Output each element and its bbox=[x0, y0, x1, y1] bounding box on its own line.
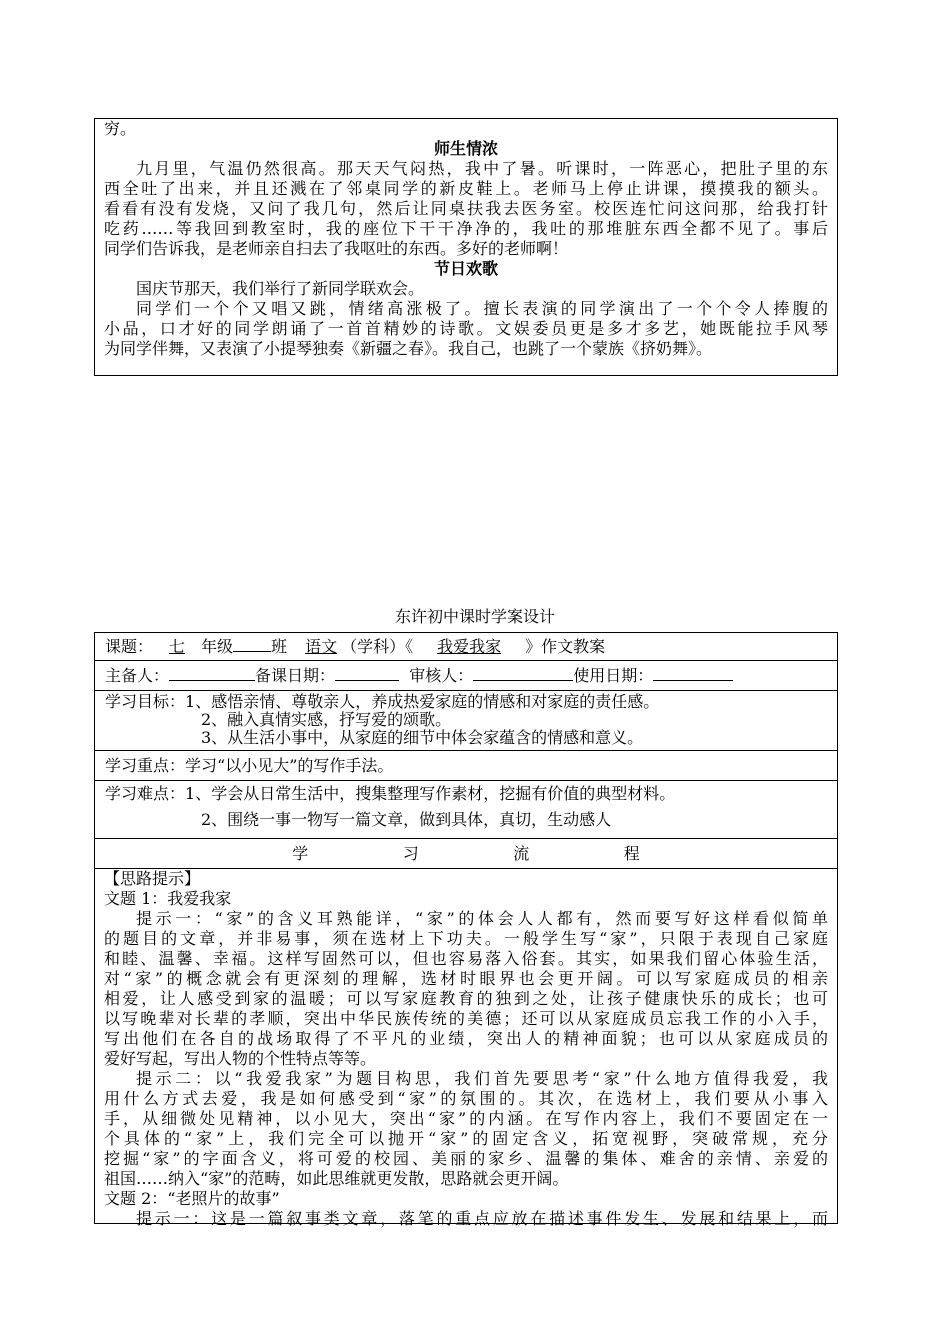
text-line: 爱好写起，写出人物的个性特点等等。 bbox=[104, 1049, 377, 1068]
text-line: 相爱，让人感受到家的温暖；可以写家庭教育的独到之处，让孩子健康快乐的成长；也可 bbox=[104, 989, 828, 1008]
flow-char: 学 bbox=[292, 844, 309, 863]
text-line: 提示二：以“我爱我家”为题目构思，我们首先要思考“家”什么地方值得我爱，我 bbox=[136, 1069, 828, 1088]
goal-item: 2、融入真情实感，抒写爱的颂歌。 bbox=[201, 710, 452, 729]
text-line: 为同学伴舞，又表演了小提琴独奏《新疆之春》。我自己，也跳了一个蒙族《挤奶舞》。 bbox=[104, 339, 713, 358]
text-line: 小品，口才好的同学朗诵了一首首精妙的诗歌。文娱委员更是多才多艺，她既能拉手风琴 bbox=[104, 319, 828, 338]
story-continuation-box bbox=[94, 118, 838, 376]
reviewer-field[interactable] bbox=[473, 666, 573, 681]
focus-text: 学习“以小见大”的写作手法。 bbox=[185, 756, 394, 775]
text-line: 九月里，气温仍然很高。那天天气闷热，我中了暑。听课时，一阵恶心，把肚子里的东 bbox=[136, 159, 828, 178]
class-field[interactable] bbox=[233, 637, 271, 652]
text-line: 写出他们在各自的战场取得了不平凡的业绩，突出人的精神面貌；也可以从家庭成员的 bbox=[104, 1029, 828, 1048]
section-heading: 师生情浓 bbox=[433, 139, 498, 158]
lesson-plan-form bbox=[94, 632, 838, 1228]
subject-suffix: （学科）《 bbox=[341, 637, 414, 656]
subject-field[interactable]: 语文 bbox=[305, 637, 338, 656]
topic-label: 课题： bbox=[105, 637, 154, 656]
text-line: 祖国……纳入“家”的范畴，如此思维就更发散，思路就会更开阔。 bbox=[104, 1169, 569, 1188]
difficulty-item: 1、学会从日常生活中，搜集整理写作素材，挖掘有价值的典型材料。 bbox=[185, 784, 676, 803]
hint-header: 【思路提示】 bbox=[104, 869, 201, 888]
goals-row bbox=[95, 691, 837, 751]
use-date-label: 使用日期： bbox=[573, 666, 654, 685]
text-line: 以写晚辈对长辈的孝顺，突出中华民族传统的美德；还可以从家庭成员忘我工作的小入手， bbox=[104, 1009, 828, 1028]
text-line: 手，从细微处见精神，以小见大，突出“家”的内涵。在写作内容上，我们不要固定在一 bbox=[104, 1109, 828, 1128]
section-heading: 节日欢歌 bbox=[433, 259, 498, 278]
flow-char: 程 bbox=[623, 844, 640, 863]
text-line: 西全吐了出来，并且还溅在了邻桌同学的新皮鞋上。老师马上停止讲课，摸摸我的额头。 bbox=[104, 179, 828, 198]
difficulty-label: 学习难点： bbox=[105, 784, 186, 803]
text-line: 挖掘“家”的字面含义，将可爱的校园、美丽的家乡、温馨的集体、难舍的亲情、亲爱的 bbox=[104, 1149, 828, 1168]
grade-suffix: 年级 bbox=[201, 637, 234, 656]
text-line: 用什么方式去爱，我是如何感受到“家”的氛围的。其次，在选材上，我们要从小事入 bbox=[104, 1089, 828, 1108]
grade-field[interactable]: 七 bbox=[169, 637, 186, 656]
class-suffix: 班 bbox=[271, 637, 288, 656]
text-line: 同学们告诉我，是老师亲自扫去了我呕吐的东西。多好的老师啊！ bbox=[104, 239, 569, 258]
flow-char: 流 bbox=[513, 844, 530, 863]
text-line: 看看有没有发烧，又问了我几句，然后让同桌扶我去医务室。校医连忙问这问那，给我打针 bbox=[104, 199, 828, 218]
lesson-title-field[interactable]: 我爱我家 bbox=[437, 637, 502, 656]
document-title: 东许初中课时学案设计 bbox=[394, 607, 555, 626]
content-area bbox=[95, 869, 837, 1229]
goals-label: 学习目标： bbox=[105, 692, 186, 711]
flow-char: 习 bbox=[402, 844, 419, 863]
title-suffix: 》作文教案 bbox=[525, 637, 606, 656]
text-line: 个具体的“家”上，我们完全可以抛开“家”的固定含义，拓宽视野，突破常规，充分 bbox=[104, 1129, 828, 1148]
difficulty-row bbox=[95, 781, 837, 839]
topic-row bbox=[95, 633, 837, 661]
reviewer-label: 审核人： bbox=[409, 666, 474, 685]
text-line: 对“家”的概念就会有更深刻的理解，选材时眼界也会更开阔。可以写家庭成员的相亲 bbox=[104, 969, 828, 988]
difficulty-item: 2、围绕一事一物写一篇文章，做到具体，真切，生动感人 bbox=[201, 810, 612, 829]
author-field[interactable] bbox=[169, 666, 255, 681]
people-row bbox=[95, 661, 837, 691]
topic-heading: 文题 1：我爱我家 bbox=[104, 889, 232, 908]
date-label: 备课日期： bbox=[255, 666, 336, 685]
text-line: 提示一：这是一篇叙事类文章，落笔的重点应放在描述事件发生、发展和结果上，而 bbox=[136, 1209, 828, 1228]
text-line: 提示一：“家”的含义耳熟能详，“家”的体会人人都有，然而要写好这样看似简单 bbox=[136, 909, 828, 928]
learning-flow-row bbox=[95, 839, 837, 869]
use-date-field[interactable] bbox=[653, 666, 733, 681]
focus-row bbox=[95, 751, 837, 781]
author-label: 主备人： bbox=[105, 666, 170, 685]
focus-label: 学习重点： bbox=[105, 756, 186, 775]
text-line: 的题目的文章，并非易事，须在选材上下功夫。一般学生写“家”，只限于表现自己家庭 bbox=[104, 929, 828, 948]
goal-item: 1、感悟亲情、尊敬亲人，养成热爱家庭的情感和对家庭的责任感。 bbox=[185, 692, 660, 711]
text-line: 穷。 bbox=[104, 119, 137, 138]
date-field[interactable] bbox=[335, 666, 399, 681]
text-line: 和睦、温馨、幸福。这样写固然可以，但也容易落入俗套。其实，如果我们留心体验生活， bbox=[104, 949, 828, 968]
text-line: 国庆节那天，我们举行了新同学联欢会。 bbox=[136, 279, 425, 298]
goal-item: 3、从生活小事中，从家庭的细节中体会家蕴含的情感和意义。 bbox=[201, 728, 644, 747]
topic-heading: 文题 2：“老照片的故事” bbox=[104, 1189, 280, 1208]
text-line: 吃药……等我回到教室时，我的座位下干干净净的，我吐的那堆脏东西全都不见了。事后 bbox=[104, 219, 828, 238]
text-line: 同学们一个个又唱又跳，情绪高涨极了。擅长表演的同学演出了一个个令人捧腹的 bbox=[136, 299, 828, 318]
